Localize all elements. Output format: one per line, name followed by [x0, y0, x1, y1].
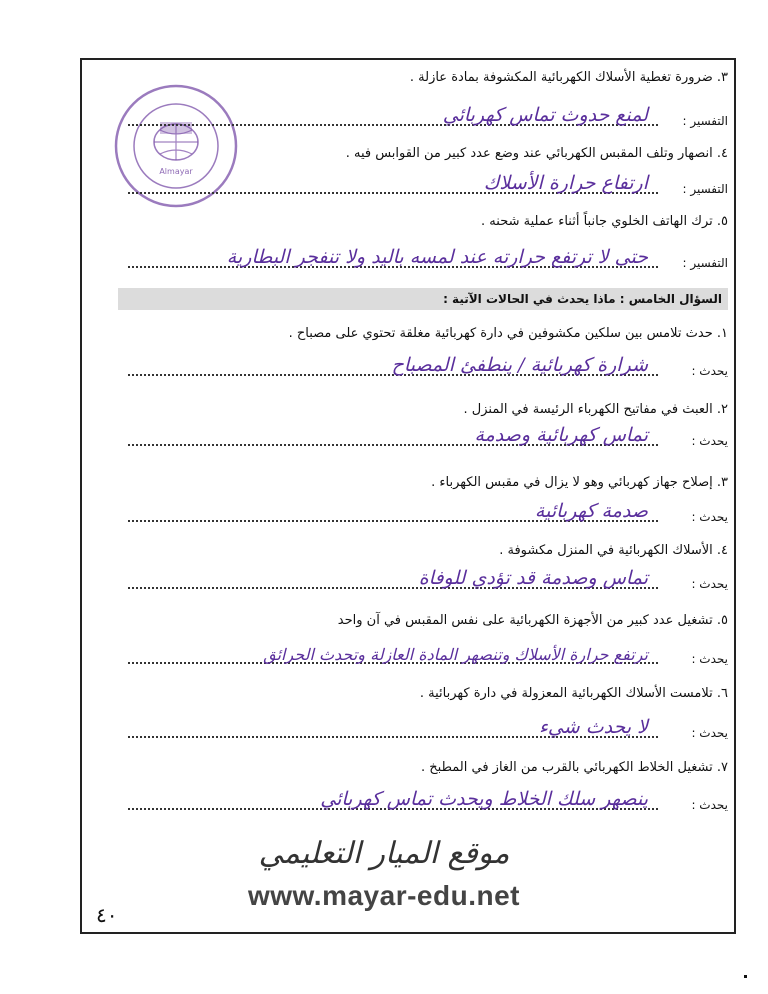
- question-3-answer-row: [128, 102, 728, 132]
- case-2-answer: تماس كهربائية وصدمة: [474, 424, 648, 446]
- case-6-answer: لا يحدث شيء: [538, 716, 648, 738]
- footer-website-url[interactable]: www.mayar-edu.net: [248, 880, 520, 911]
- case-5-label: يحدث :: [691, 652, 728, 666]
- case-2-label: يحدث :: [691, 434, 728, 448]
- case-5-answer: ترتفع حرارة الأسلاك وتنصهر المادة العازلة وتحدث الحرائق: [263, 645, 648, 664]
- page-number: ٤٠: [96, 903, 118, 927]
- question-3-answer: لمنع حدوث تماس كهربائي: [442, 104, 648, 126]
- case-7-text: ٧. تشغيل الخلاط الكهربائي بالقرب من الغاز في المطبخ .: [421, 760, 728, 775]
- case-6-text: ٦. تلامست الأسلاك الكهربائية المعزولة في دارة كهربائية .: [419, 686, 728, 701]
- section-title: السؤال الخامس : ماذا يحدث في الحالات الآتية :: [118, 288, 728, 310]
- case-4-text: ٤. الأسلاك الكهربائية في المنزل مكشوفة .: [499, 543, 728, 558]
- question-4-label: التفسير :: [682, 182, 728, 196]
- case-5-text: ٥. تشغيل عدد كبير من الأجهزة الكهربائية على نفس المقبس في آن واحد: [337, 613, 728, 628]
- case-2-text: ٢. العبث في مفاتيح الكهرباء الرئيسة في المنزل .: [463, 402, 728, 417]
- question-3-label: التفسير :: [682, 114, 728, 128]
- case-4-answer-row: [128, 565, 728, 595]
- question-5-text: ٥. ترك الهاتف الخلوي جانباً أثناء عملية شحنه .: [481, 214, 728, 229]
- case-6-answer-row: [128, 714, 728, 744]
- case-4-label: يحدث :: [691, 577, 728, 591]
- question-4-text: ٤. انصهار وتلف المقبس الكهربائي عند وضع عدد كبير من القوابس فيه .: [345, 146, 728, 161]
- svg-text:Almayar: Almayar: [159, 167, 193, 176]
- case-3-answer: صدمة كهربائية: [534, 500, 648, 522]
- case-4-answer: تماس وصدمة قد تؤدي للوفاة: [418, 567, 648, 589]
- case-2-answer-row: [128, 422, 728, 452]
- case-1-answer: شرارة كهربائية / ينطفئ المصباح: [391, 354, 648, 376]
- scan-dot: [744, 975, 747, 978]
- case-7-label: يحدث :: [691, 798, 728, 812]
- question-5-answer: حتى لا ترتفع حرارته عند لمسه باليد ولا تنفجر البطارية: [226, 246, 648, 268]
- case-1-answer-row: [128, 352, 728, 382]
- case-7-answer-row: [128, 786, 728, 816]
- question-4-answer-row: [128, 170, 728, 200]
- case-6-label: يحدث :: [691, 726, 728, 740]
- case-1-text: ١. حدث تلامس بين سلكين مكشوفين في دارة كهربائية مغلقة تحتوي على مصباح .: [288, 326, 728, 341]
- question-3-text: ٣. ضرورة تغطية الأسلاك الكهربائية المكشوفة بمادة عازلة .: [409, 70, 728, 85]
- case-1-label: يحدث :: [691, 364, 728, 378]
- footer-handwritten-site-name: موقع الميار التعليمي: [258, 836, 510, 871]
- question-5-label: التفسير :: [682, 256, 728, 270]
- case-3-text: ٣. إصلاح جهاز كهربائي وهو لا يزال في مقبس الكهرباء .: [431, 475, 728, 490]
- question-4-answer: ارتفاع حرارة الأسلاك: [483, 172, 648, 194]
- case-3-label: يحدث :: [691, 510, 728, 524]
- question-5-answer-row: [128, 244, 728, 274]
- case-3-answer-row: [128, 498, 728, 528]
- case-5-answer-row: [128, 640, 728, 670]
- case-7-answer: ينصهر سلك الخلاط ويحدث تماس كهربائي: [320, 788, 648, 810]
